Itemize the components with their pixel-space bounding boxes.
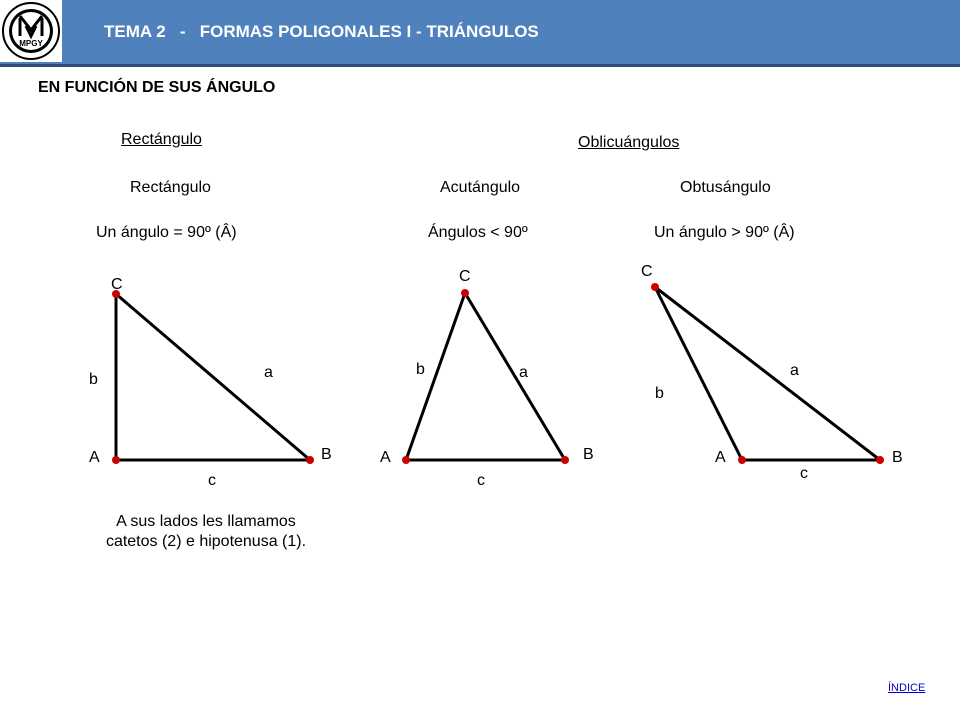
- side-b-label: b: [655, 385, 664, 402]
- section-title: EN FUNCIÓN DE SUS ÁNGULO: [38, 79, 276, 96]
- vertex-b-dot: [876, 456, 884, 464]
- vertex-b-dot: [306, 456, 314, 464]
- vertex-c-label: C: [111, 276, 123, 293]
- side-a-label: a: [264, 364, 273, 381]
- type-acutangulo-name: Acutángulo: [440, 179, 521, 196]
- vertex-c-dot: [651, 283, 659, 291]
- triangle-rectangulo-sides: [116, 294, 310, 460]
- vertex-a-label: A: [380, 449, 391, 466]
- logo-text: MPGY: [19, 39, 43, 48]
- vertex-a-dot: [402, 456, 410, 464]
- vertex-a-label: A: [89, 449, 100, 466]
- index-link[interactable]: ÍNDICE: [888, 682, 926, 694]
- vertex-a-dot: [112, 456, 120, 464]
- side-b-label: b: [89, 371, 98, 388]
- triangle-obtusangulo: [641, 263, 903, 482]
- type-rectangulo-name: Rectángulo: [130, 179, 211, 196]
- vertex-a-label: A: [715, 449, 726, 466]
- caption-text: A sus lados les llamamos catetos (2) e hipotenusa (1).: [105, 513, 307, 550]
- vertex-b-label: B: [321, 446, 332, 463]
- vertex-c-label: C: [459, 268, 471, 285]
- vertex-a-dot: [738, 456, 746, 464]
- side-c-label: c: [800, 465, 808, 482]
- type-acutangulo-rule: Ángulos < 90º: [428, 224, 528, 241]
- type-obtusangulo-rule: Un ángulo > 90º (Â): [654, 224, 795, 241]
- vertex-c-label: C: [641, 263, 653, 280]
- side-b-label: b: [416, 361, 425, 378]
- vertex-b-dot: [561, 456, 569, 464]
- vertex-b-label: B: [892, 449, 903, 466]
- type-obtusangulo-name: Obtusángulo: [680, 179, 771, 196]
- type-rectangulo-rule: Un ángulo = 90º (Â): [96, 224, 237, 241]
- page-title: TEMA 2 - FORMAS POLIGONALES I - TRIÁNGULOS: [104, 22, 539, 41]
- side-c-label: c: [477, 472, 485, 489]
- vertex-c-dot: [461, 289, 469, 297]
- side-a-label: a: [790, 362, 799, 379]
- group-rectangulo: Rectángulo: [121, 131, 202, 148]
- triangle-acutangulo: [380, 268, 594, 489]
- vertex-b-label: B: [583, 446, 594, 463]
- group-oblicuangulos: Oblicuángulos: [578, 134, 680, 151]
- side-a-label: a: [519, 364, 528, 381]
- triangle-obtusangulo-sides: [655, 287, 880, 460]
- side-c-label: c: [208, 472, 216, 489]
- triangle-acutangulo-sides: [406, 293, 565, 460]
- triangle-rectangulo: [89, 276, 332, 489]
